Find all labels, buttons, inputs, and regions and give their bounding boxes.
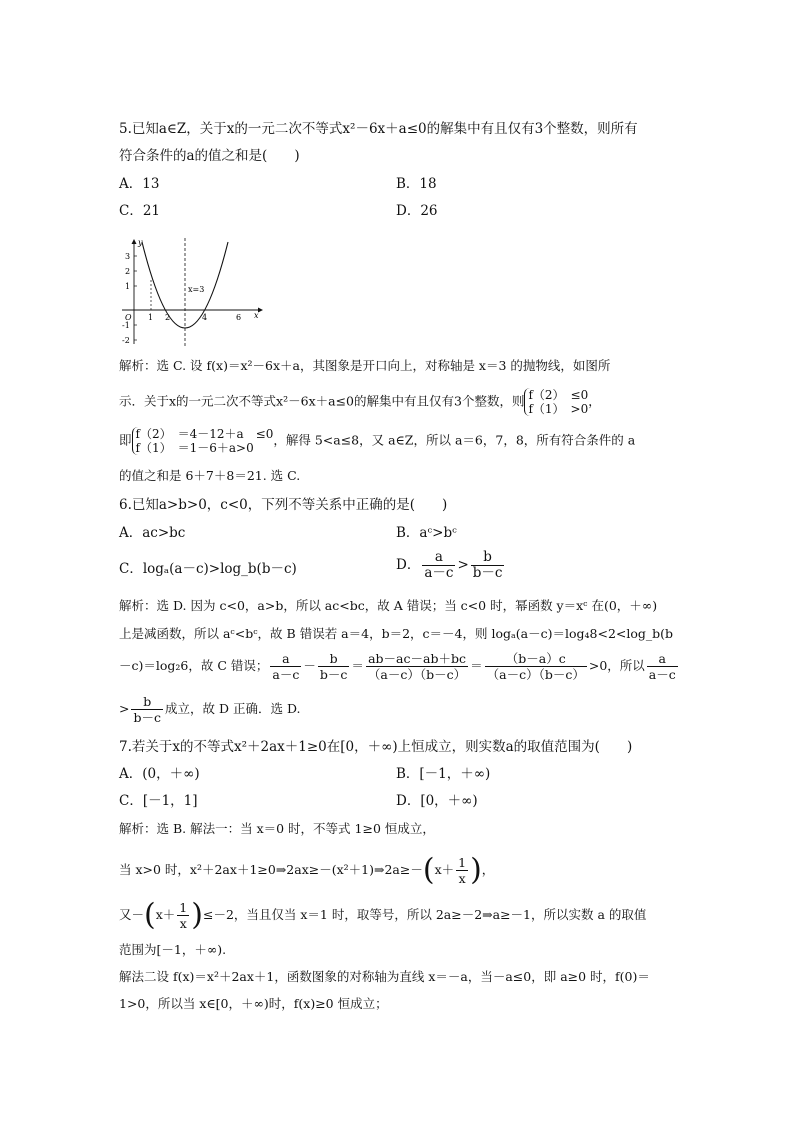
q5-solution-line4: 的值之和是 6＋7＋8＝21. 选 C. (119, 468, 301, 483)
system-eq-2: f（1） ＝1－6＋a>0 (135, 441, 254, 455)
y-tick-2: 2 (125, 267, 131, 276)
frac-denominator: a－c (272, 667, 300, 682)
x-tick-4: 4 (202, 313, 208, 322)
q6-stem: 6.已知a>b>0，c<0，下列不等关系中正确的是( ) (119, 497, 448, 513)
x-axis-label: x (254, 311, 259, 320)
y-tick-neg2: -2 (122, 336, 130, 345)
fraction (647, 651, 678, 682)
text: ＝ (470, 658, 483, 673)
q5-option-c: C．21 (119, 203, 161, 219)
fraction (318, 651, 350, 682)
frac-denominator: b－c (472, 565, 503, 581)
q6-option-d-frac2 (471, 550, 505, 581)
frac-denominator: a－c (424, 565, 454, 581)
text: 成立，故 D 正确．选 D. (165, 701, 301, 716)
q5-solution-system-2 (132, 427, 274, 455)
text: >0，所以 (588, 658, 645, 673)
q5-solution-line1: 解析：选 C. 设 f(x)＝x²－6x＋a，其图象是开口向上，对称轴是 x＝3 的抛物线，如图所 (119, 358, 611, 373)
q6-solution-line1: 解析：选 D. 因为 c<0，a>b，所以 ac<bc，故 A 错误；当 c<0 时，幂函数 y＝xᶜ 在(0，＋∞) (119, 598, 658, 613)
q6-solution-line4 (119, 694, 301, 725)
frac-numerator: a (270, 651, 301, 667)
y-tick-1: 1 (125, 282, 131, 291)
q7-solution-line6: 1>0，所以当 x∈[0，＋∞)时，f(x)≥0 恒成立； (119, 996, 388, 1011)
left-paren: ( (422, 852, 435, 888)
x-axis-arrow (258, 308, 263, 313)
frac-numerator: a (422, 550, 455, 566)
frac-denominator: x (179, 916, 187, 931)
q5-option-a: A．13 (119, 176, 160, 192)
y-tick-neg1: -1 (122, 321, 130, 330)
q6-option-d-label: D． (396, 557, 421, 573)
fraction (131, 694, 163, 725)
q5-stem-line2: 符合条件的a的值之和是( ) (119, 148, 300, 164)
q5-solution-line3-prefix: 即 (119, 432, 132, 448)
x-tick-2: 2 (165, 313, 171, 322)
q6-option-d-frac1 (422, 550, 455, 581)
frac-denominator: （a－c）（b－c） (486, 667, 585, 682)
frac-numerator: a (647, 651, 678, 667)
q6-option-c: C．logₐ(a－c)>log_b(b－c) (119, 561, 297, 577)
q5-solution-line2-comma: ， (588, 393, 601, 409)
fraction (177, 900, 189, 931)
q6-solution-line2: 上是减函数，所以 aᶜ<bᶜ，故 B 错误若 a＝4，b＝2，c＝－4，则 logₐ(a－c)＝log₄8<2<log_b(b (119, 626, 674, 641)
text: x＋ (434, 862, 455, 877)
right-paren: ) (470, 852, 482, 888)
q5-option-d: D．26 (396, 203, 438, 219)
text: ＝ (351, 658, 364, 673)
text: 又－ (119, 907, 145, 922)
q5-option-b: B．18 (396, 176, 437, 192)
frac-denominator: （a－c）（b－c） (367, 667, 467, 682)
q7-stem: 7.若关于x的不等式x²＋2ax＋1≥0在[0，＋∞)上恒成立，则实数a的取值范围为( ) (119, 739, 633, 755)
frac-denominator: x (458, 871, 466, 886)
q7-option-a: A．(0，＋∞) (119, 766, 200, 782)
q7-solution-line2 (119, 852, 495, 888)
q6-option-b: B．aᶜ>bᶜ (396, 525, 457, 541)
system-eq-2: f（1） >0 (528, 402, 589, 416)
q6-option-a: A．ac>bc (119, 525, 186, 541)
fraction (456, 855, 468, 886)
system-eq-1: f（2） ≤0 (528, 388, 589, 402)
q7-solution-line1: 解析：选 B. 解法一：当 x＝0 时，不等式 1≥0 恒成立， (119, 821, 435, 836)
q5-solution-line3-suffix: ，解得 5<a≤8，又 a∈Z，所以 a＝6，7，8，所有符合条件的 a (273, 432, 636, 448)
x-tick-1: 1 (148, 313, 154, 322)
q6-option-d (396, 550, 506, 581)
fraction (485, 651, 587, 682)
q5-solution-system-1 (524, 388, 588, 416)
frac-denominator: a－c (648, 667, 676, 682)
origin-label: O (125, 313, 132, 322)
q5-stem-line1: 5.已知a∈Z，关于x的一元二次不等式x²－6x＋a≤0的解集中有且仅有3个整数，则所有 (119, 121, 638, 137)
x-tick-6: 6 (236, 313, 242, 322)
text: －c)＝log₂6，故 C 错误； (119, 658, 269, 673)
q6-option-d-gt: > (457, 557, 469, 573)
q5-parabola-graph (116, 236, 266, 348)
symmetry-line-label: x=3 (188, 285, 205, 294)
fraction (270, 651, 301, 682)
left-paren: ( (144, 897, 156, 933)
q5-solution-line2-text: 示．关于x的一元二次不等式x²－6x＋a≤0的解集中有且仅有3个整数，则 (119, 393, 525, 409)
frac-numerator: ab－ac－ab＋bc (366, 651, 468, 667)
fraction (366, 651, 468, 682)
q5-solution-line2 (119, 388, 601, 416)
q7-option-b: B．[－1，＋∞) (396, 766, 491, 782)
frac-numerator: b (131, 694, 163, 710)
y-axis-label: y (138, 238, 143, 247)
q7-solution-line5: 解法二设 f(x)＝x²＋2ax＋1，函数图象的对称轴为直线 x＝－a，当－a≤0，即 a≥0 时，f(0)＝ (119, 969, 650, 984)
q7-solution-line3 (119, 897, 647, 933)
q7-solution-line4: 范围为[－1，＋∞). (119, 942, 227, 957)
q7-option-c: C．[－1，1] (119, 793, 198, 809)
frac-numerator: b (318, 651, 350, 667)
q5-solution-line3 (119, 427, 635, 455)
y-axis-arrow (132, 239, 137, 244)
text: x＋ (155, 907, 176, 922)
text: 当 x>0 时，x²＋2ax＋1≥0⇒2ax≥－(x²＋1)⇒2a≥－ (119, 862, 423, 877)
frac-numerator: 1 (179, 900, 188, 915)
frac-numerator: （b－a）c (485, 651, 587, 667)
text: ， (481, 862, 495, 877)
frac-denominator: b－c (319, 667, 348, 682)
system-eq-1: f（2） ＝4－12＋a ≤0 (135, 427, 274, 441)
frac-numerator: 1 (458, 855, 467, 870)
text: ≤－2，当且仅当 x＝1 时，取等号，所以 2a≥－2⇒a≥－1，所以实数 a 的取值 (202, 907, 647, 922)
q7-option-d: D．[0，＋∞) (396, 793, 478, 809)
text: － (303, 658, 316, 673)
text: > (119, 701, 130, 716)
frac-numerator: b (471, 550, 505, 566)
right-paren: ) (191, 897, 203, 933)
q6-solution-line3 (119, 651, 680, 682)
frac-denominator: b－c (133, 710, 161, 725)
y-tick-3: 3 (125, 252, 131, 261)
